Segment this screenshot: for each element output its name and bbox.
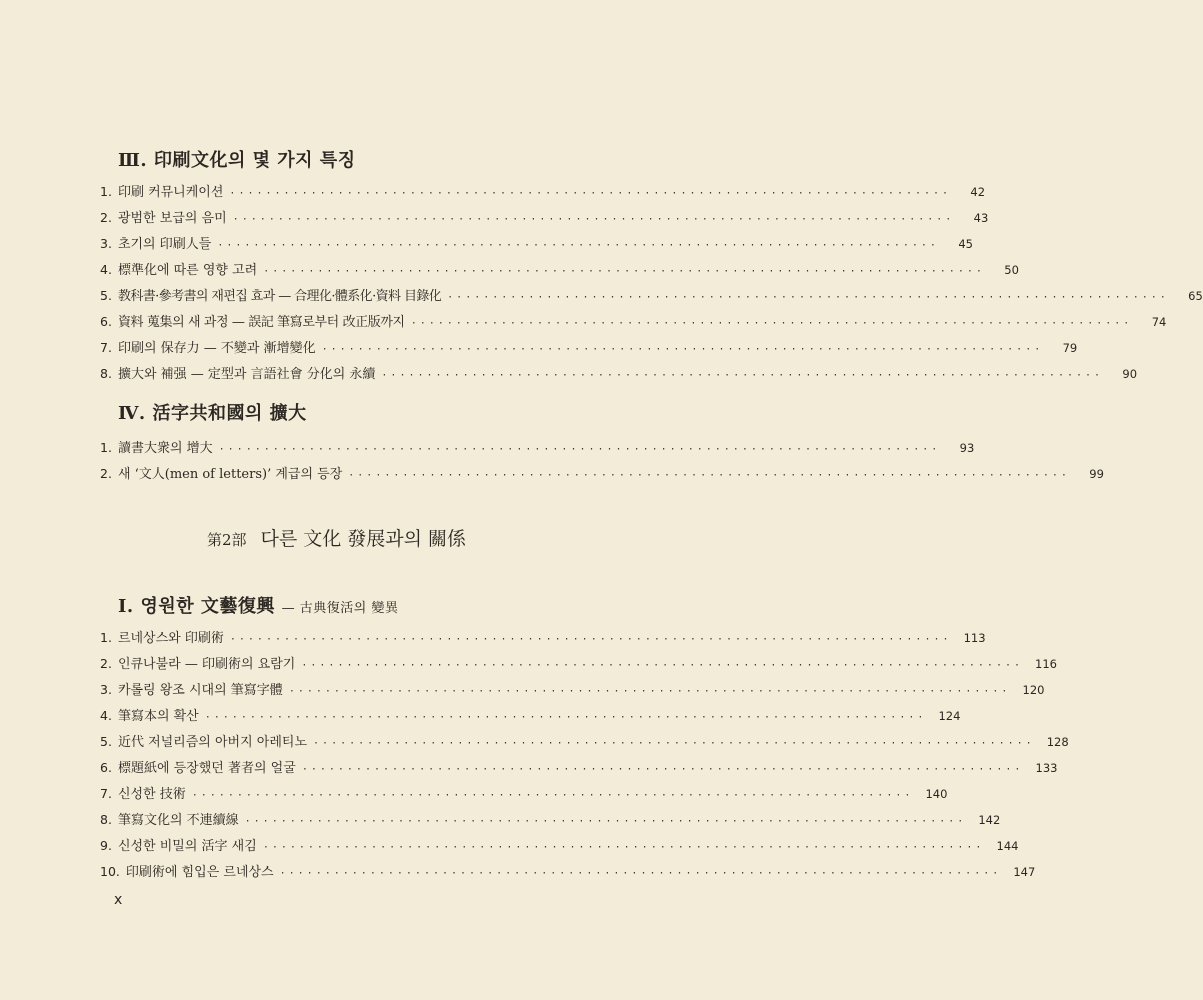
section-heading: Ⅳ. 活字共和國의 擴大 bbox=[118, 403, 307, 424]
entry-number: 5. bbox=[100, 288, 112, 303]
toc-entry bbox=[100, 437, 975, 457]
dot-leader: ················································································ bbox=[229, 634, 952, 645]
dot-leader: ················································································ bbox=[301, 764, 1024, 775]
entry-number: 1. bbox=[100, 440, 112, 455]
entry-page: 42 bbox=[970, 185, 986, 199]
dot-leader: ················································································ bbox=[301, 660, 1023, 671]
toc-entry bbox=[100, 731, 1069, 751]
entry-page: 45 bbox=[958, 237, 973, 251]
entry-number: 6. bbox=[100, 314, 112, 329]
part-title: 다른 文化 發展과의 關係 bbox=[260, 528, 467, 550]
entry-number: 9. bbox=[100, 838, 112, 853]
entry-title: 광범한 보급의 음미 bbox=[117, 211, 227, 226]
entry-title: 새 ‘文人(men of letters)’ 계급의 등장 bbox=[117, 467, 343, 482]
toc-entry bbox=[100, 363, 1138, 383]
entry-page: 133 bbox=[1035, 761, 1058, 775]
entry-title: 신성한 技術 bbox=[117, 787, 186, 802]
part-heading bbox=[0, 524, 673, 551]
entry-page: 79 bbox=[1062, 341, 1078, 355]
entry-number: 8. bbox=[100, 366, 112, 381]
dot-leader: ················································································ bbox=[229, 188, 952, 199]
toc-entry bbox=[100, 181, 986, 201]
entry-page: 99 bbox=[1089, 467, 1104, 481]
dot-leader: ················································································ bbox=[279, 868, 1002, 879]
entry-page: 124 bbox=[938, 709, 961, 723]
entry-title: 카롤링 왕조 시대의 筆寫字體 bbox=[117, 683, 283, 698]
entry-title: 教科書·參考書의 재편집 효과 — 合理化·體系化·資料 目錄化 bbox=[117, 289, 442, 304]
dot-leader: ················································································ bbox=[244, 816, 967, 827]
dot-leader: ················································································ bbox=[447, 292, 1169, 303]
toc-entry bbox=[100, 311, 1167, 331]
toc-entry bbox=[100, 783, 948, 803]
entry-number: 6. bbox=[100, 760, 112, 775]
section-heading bbox=[118, 592, 399, 618]
entry-title: 印刷術에 힘입은 르네상스 bbox=[125, 865, 274, 880]
entry-title: 인큐나불라 — 印刷術의 요람기 bbox=[117, 657, 296, 672]
section-heading: Ⅲ. 印刷文化의 몇 가지 특징 bbox=[118, 150, 356, 171]
entry-page: 43 bbox=[973, 211, 989, 225]
toc-entry bbox=[100, 705, 961, 725]
entry-page: 50 bbox=[1004, 263, 1019, 277]
entry-page: 116 bbox=[1035, 657, 1057, 671]
toc-entry bbox=[100, 285, 1203, 305]
entry-number: 10. bbox=[100, 864, 120, 879]
entry-page: 93 bbox=[959, 441, 975, 455]
entry-title: 印刷의 保存力 — 不變과 漸增變化 bbox=[117, 341, 316, 356]
dot-leader: ················································································ bbox=[321, 344, 1044, 355]
dot-leader: ················································································ bbox=[232, 214, 955, 225]
entry-number: 8. bbox=[100, 812, 112, 827]
dot-leader: ················································································ bbox=[313, 738, 1035, 749]
page-folio: x bbox=[114, 892, 123, 908]
toc-entry bbox=[100, 207, 989, 227]
dot-leader: ················································································ bbox=[288, 686, 1011, 697]
dot-leader: ················································································ bbox=[410, 318, 1133, 329]
toc-entry bbox=[100, 757, 1058, 777]
entry-number: 4. bbox=[100, 262, 112, 277]
entry-number: 2. bbox=[100, 656, 112, 671]
entry-page: 65 bbox=[1188, 289, 1203, 303]
entry-page: 113 bbox=[963, 631, 986, 645]
entry-page: 144 bbox=[996, 839, 1019, 853]
dot-leader: ················································································ bbox=[263, 266, 985, 277]
entry-title: 筆寫本의 확산 bbox=[117, 709, 199, 724]
toc-entry bbox=[100, 463, 1104, 483]
entry-number: 1. bbox=[100, 630, 112, 645]
dot-leader: ················································································ bbox=[217, 240, 939, 251]
part-number: 第2部 bbox=[206, 531, 247, 549]
entry-title: 르네상스와 印刷術 bbox=[117, 631, 224, 646]
dot-leader: ················································································ bbox=[218, 444, 941, 455]
entry-page: 128 bbox=[1046, 735, 1069, 749]
entry-number: 4. bbox=[100, 708, 112, 723]
entry-title: 擴大와 補强 — 定型과 言語社會 分化의 永續 bbox=[117, 367, 376, 382]
dot-leader: ················································································ bbox=[191, 790, 914, 801]
entry-title: 筆寫文化의 不連續線 bbox=[117, 813, 239, 828]
toc-entry bbox=[100, 627, 986, 647]
toc-entry bbox=[100, 653, 1057, 673]
entry-number: 7. bbox=[100, 340, 112, 355]
toc-entry bbox=[100, 233, 973, 253]
entry-number: 3. bbox=[100, 236, 112, 251]
entry-title: 신성한 비밀의 活字 새김 bbox=[117, 839, 257, 854]
entry-title: 초기의 印刷人들 bbox=[117, 237, 212, 252]
toc-entry bbox=[100, 835, 1019, 855]
toc-entry bbox=[100, 337, 1078, 357]
entry-title: 讀書大衆의 增大 bbox=[117, 441, 213, 456]
entry-page: 120 bbox=[1022, 683, 1045, 697]
entry-number: 3. bbox=[100, 682, 112, 697]
toc-entry bbox=[100, 861, 1036, 881]
entry-number: 5. bbox=[100, 734, 112, 749]
toc-entry bbox=[100, 679, 1045, 699]
entry-title: 印刷 커뮤니케이션 bbox=[117, 185, 224, 200]
entry-number: 7. bbox=[100, 786, 112, 801]
entry-page: 140 bbox=[925, 787, 948, 801]
entry-page: 90 bbox=[1122, 367, 1138, 381]
entry-page: 142 bbox=[978, 813, 1001, 827]
entry-number: 2. bbox=[100, 466, 112, 481]
section-title-main: Ⅰ. 영원한 文藝復興 bbox=[118, 596, 275, 617]
dot-leader: ················································································ bbox=[381, 370, 1104, 381]
toc-entry bbox=[100, 259, 1019, 279]
entry-number: 1. bbox=[100, 184, 112, 199]
dot-leader: ················································································ bbox=[348, 470, 1070, 481]
entry-title: 標題紙에 등장했던 著者의 얼굴 bbox=[117, 761, 296, 776]
entry-number: 2. bbox=[100, 210, 112, 225]
dot-leader: ················································································ bbox=[262, 842, 985, 853]
toc-entry bbox=[100, 809, 1001, 829]
entry-title: 近代 저널리즘의 아버지 아레티노 bbox=[117, 735, 308, 750]
entry-page: 74 bbox=[1151, 315, 1167, 329]
entry-page: 147 bbox=[1013, 865, 1036, 879]
entry-title: 標準化에 따른 영향 고려 bbox=[117, 263, 258, 278]
entry-title: 資料 蒐集의 새 과정 — 誤記 筆寫로부터 改正版까지 bbox=[117, 315, 405, 330]
section-title-sub: — 古典復活의 變異 bbox=[281, 601, 399, 616]
dot-leader: ················································································ bbox=[204, 712, 927, 723]
